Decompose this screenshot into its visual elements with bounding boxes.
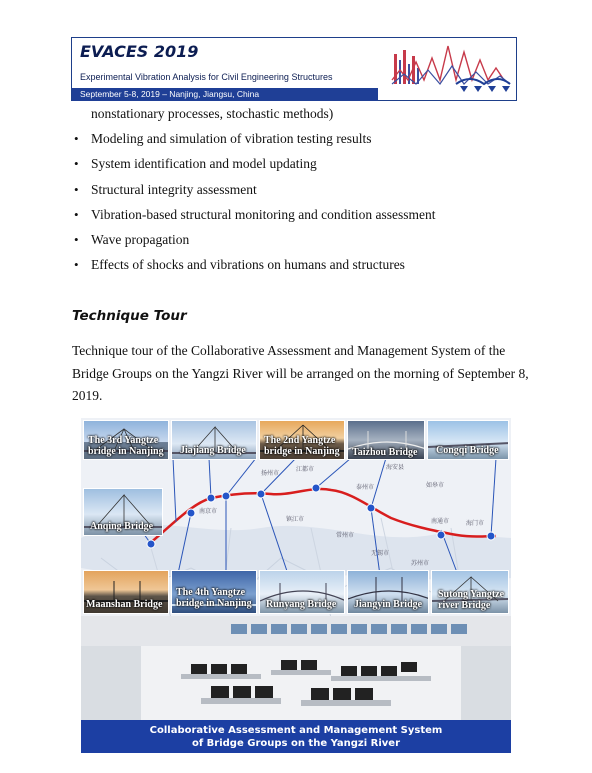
bridge-label: Runyang Bridge [266,599,337,610]
bridge-label: bridge in Nanjing [88,446,164,457]
bridge-label: Taizhou Bridge [352,447,418,458]
bridge-label: Maanshan Bridge [86,599,163,610]
conference-subtitle: Experimental Vibration Analysis for Civil Engineering Structures [80,72,333,82]
bridge-photo [83,488,163,536]
bridge-photo [171,420,257,460]
map-label: 苏州市 [411,560,430,567]
bridge-label: bridge in Nanjing [264,446,340,457]
section-title: Technique Tour [72,308,187,324]
bridge-marker [367,504,375,512]
vibration-logo-icon [390,40,512,98]
map-label: 南通市 [431,518,450,525]
topics-list [74,130,436,282]
list-item: • Wave propagation [74,231,436,256]
map-label: 南京市 [199,508,218,515]
bridge-photo [83,570,169,614]
bridge-map-figure [81,418,511,753]
bridge-marker [437,531,445,539]
control-room-photo [81,616,511,720]
dates-bar [72,88,378,101]
conference-title: EVACES 2019 [80,42,199,61]
bridge-marker [207,494,215,502]
list-item: • Modeling and simulation of vibration testing results [74,130,436,155]
map-label: 江都市 [296,466,315,473]
map-label: 扬州市 [261,470,280,477]
bridge-marker [487,532,495,540]
map-label: 泰州市 [356,484,375,491]
bridge-label: Jiajiang Bridge [180,445,246,456]
map-label: 海安县 [386,464,405,471]
continued-list-text: nonstationary processes, stochastic methods) [91,106,334,121]
list-item: • Structural integrity assessment [74,181,436,206]
bridge-photo [347,420,425,460]
bridge-photo [427,420,509,460]
bridge-label: The 2nd Yangtze [264,435,336,446]
bridge-label: The 4th Yangtze [176,587,246,598]
dates-location: September 5-8, 2019 – Nanjing, Jiangsu, China [80,89,260,99]
map-label: 海门市 [466,520,485,527]
bridge-marker [222,492,230,500]
bridge-label: Congqi Bridge [436,445,499,456]
bridge-label: bridge in Nanjing [176,598,252,609]
list-item: • Vibration-based structural monitoring and condition assessment [74,206,436,231]
conference-header [71,37,517,101]
bridge-label: river Bridge [438,600,491,611]
figure-caption-line2: of Bridge Groups on the Yangzi River [191,738,401,749]
bridge-label: Anqing Bridge [90,521,154,532]
bridge-label: Jiangyin Bridge [354,599,423,610]
figure-caption-line1: Collaborative Assessment and Management System [149,725,443,736]
bridge-label: The 3rd Yangtze [88,435,159,446]
map-label: 如皋市 [426,482,445,489]
bridge-label: Sutong Yangtze [438,589,505,600]
bridge-photo [347,570,429,614]
bridge-photo [259,420,345,460]
bridge-photo [83,420,169,460]
map-label: 常州市 [336,532,355,539]
bridge-marker [257,490,265,498]
figure-caption-banner [81,720,511,753]
bridge-photo [259,570,345,614]
map-label: 镇江市 [286,516,305,523]
list-item: • Effects of shocks and vibrations on humans and structures [74,256,436,281]
map-label: 无锡市 [371,550,390,557]
bridge-marker [312,484,320,492]
technique-tour-paragraph: Technique tour of the Collaborative Assessment and Management System of the Bridge Groups on the Yangzi River will be arranged on the morning of September 8, 2019. [72,343,529,403]
bridge-photo [171,570,257,614]
bridge-marker [187,509,195,517]
list-item: • System identification and model updating [74,155,436,180]
bridge-marker [147,540,155,548]
bridge-photo [431,570,509,614]
